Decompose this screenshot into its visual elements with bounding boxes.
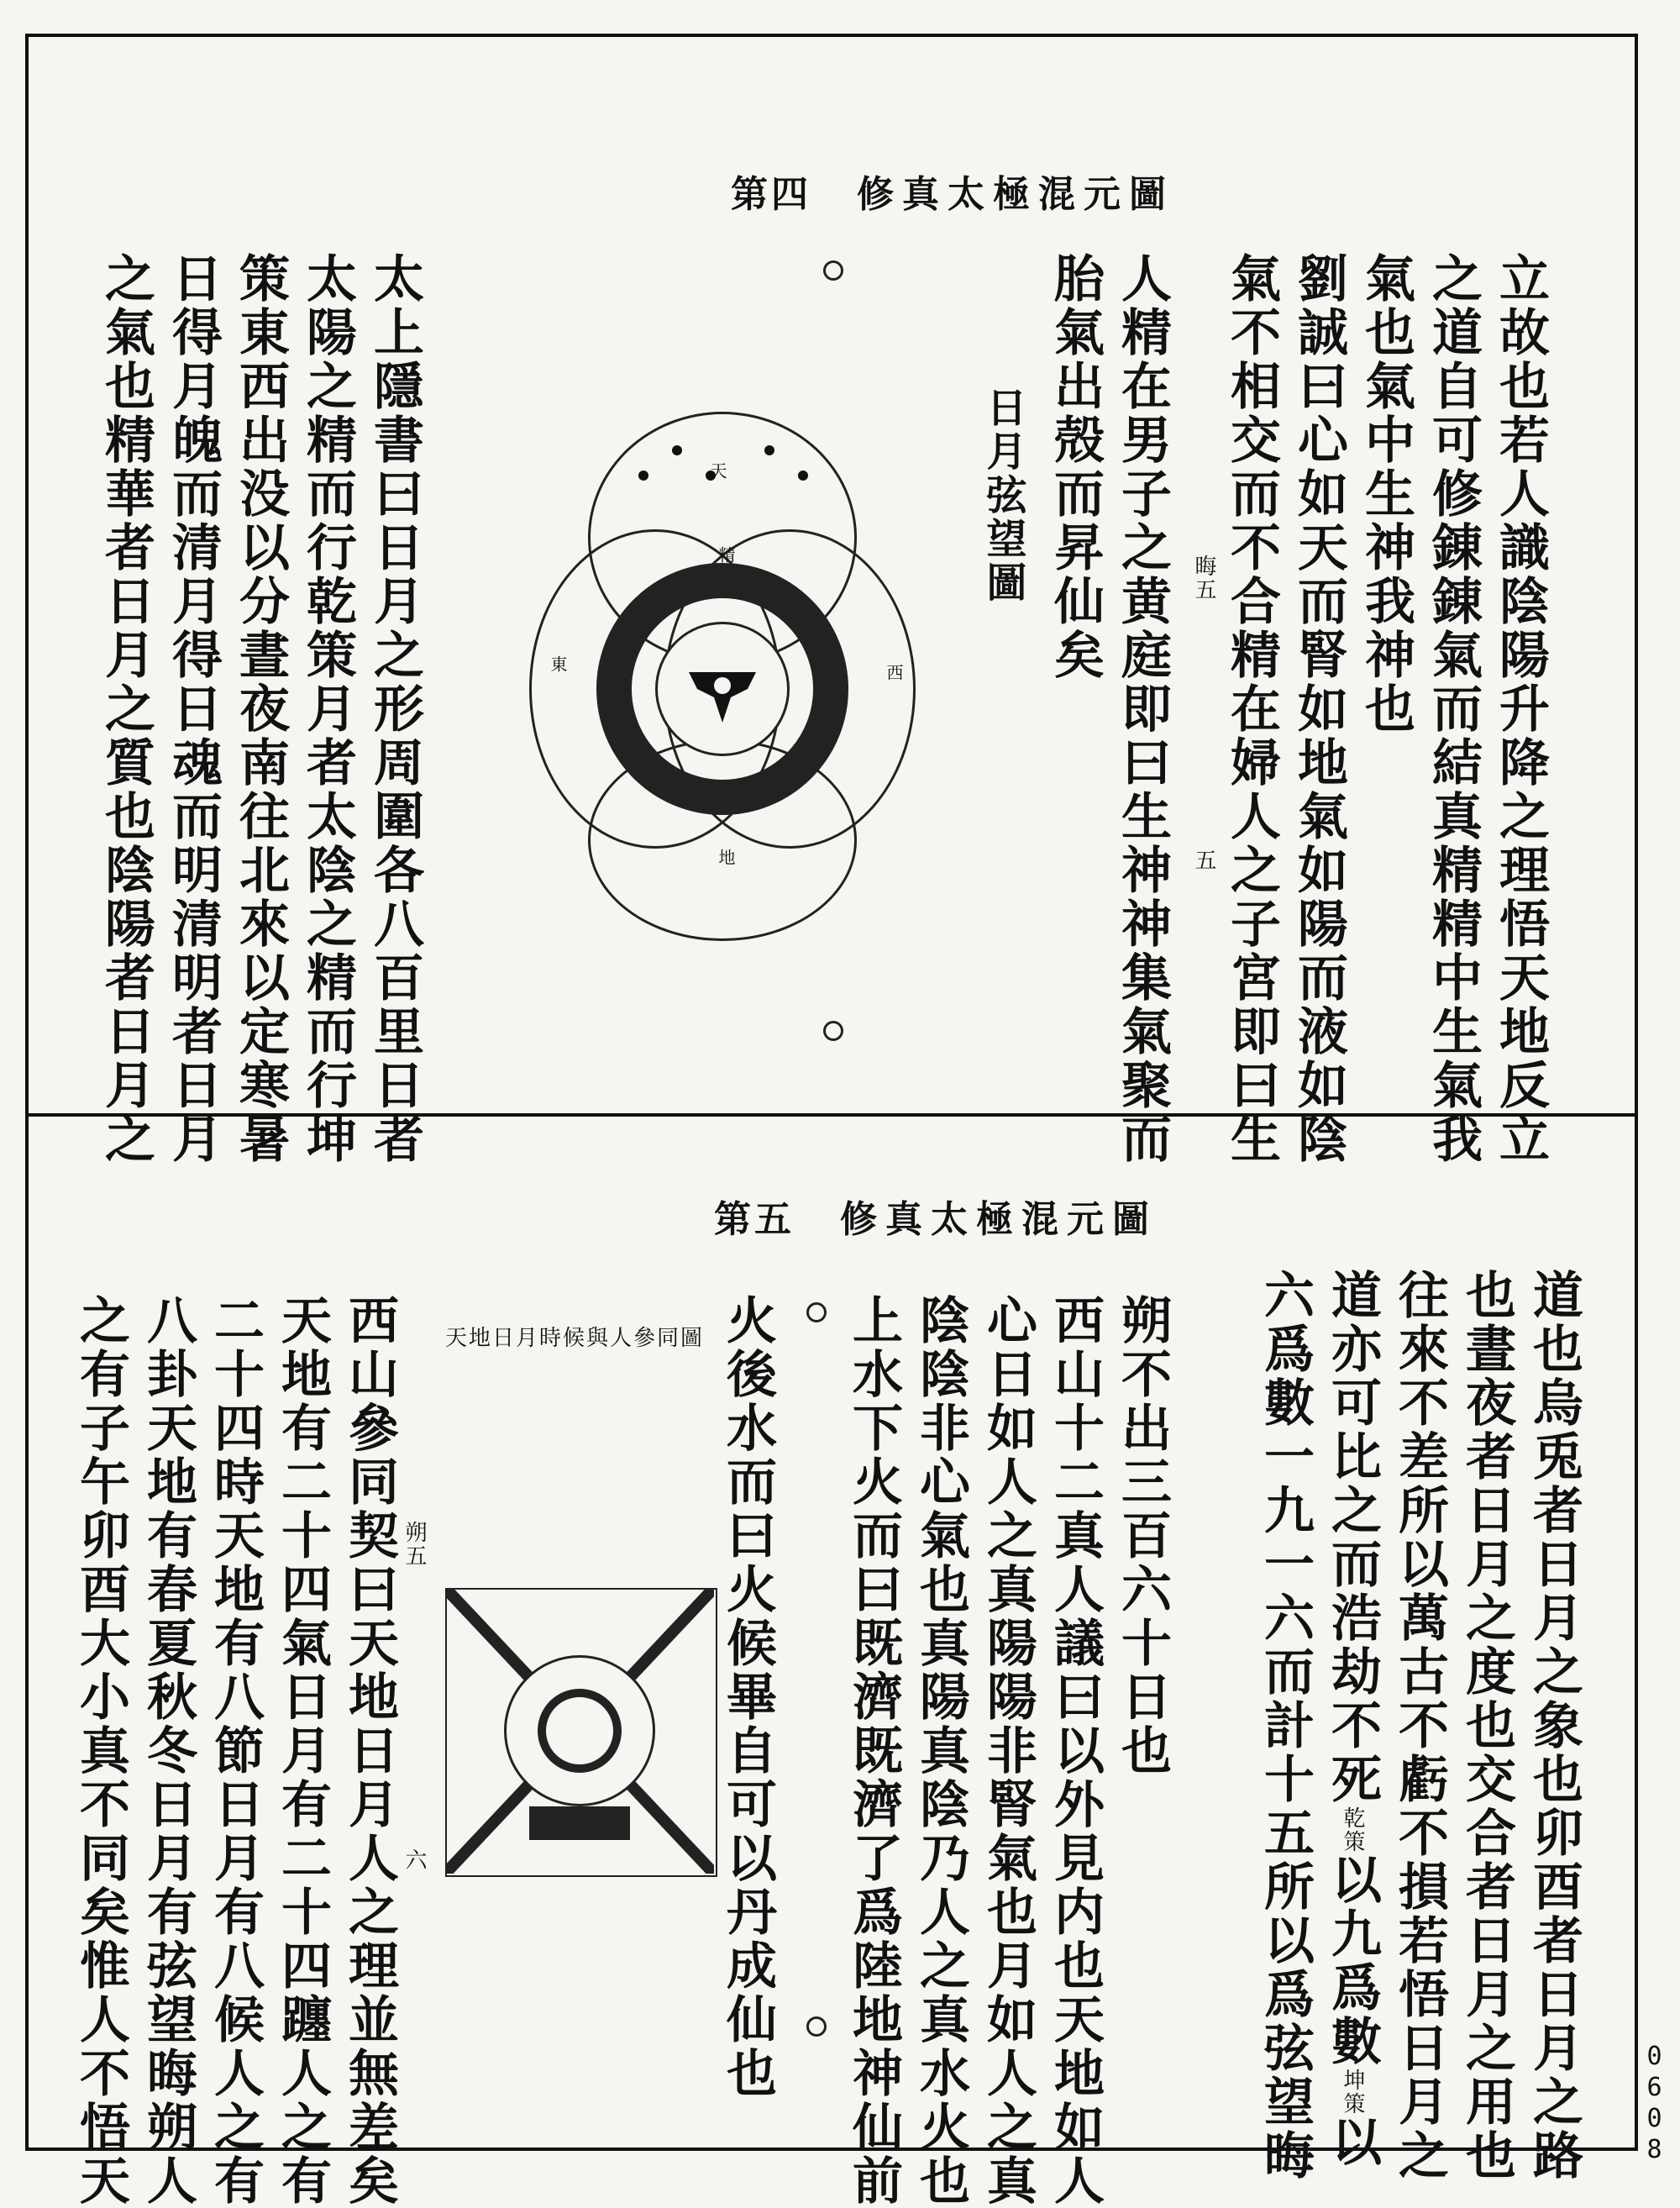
core-yinyang-shape — [672, 639, 773, 739]
label-earth: 地 — [716, 849, 736, 865]
label-east: 東 — [548, 655, 568, 672]
bottom-left-col-3: 二十四時天地有八節日月有八候人之有 — [206, 1294, 265, 2208]
top-side-label-lower: 五 — [1191, 849, 1216, 872]
bottom-mid-col-3: 心日如人之真陽陽非腎氣也月如人之真 — [979, 1294, 1037, 2208]
label-essence: 精 — [716, 546, 736, 563]
marker-circle — [823, 260, 843, 281]
top-left-col-4: 日得月魄而清月得日魂而明清明者日月 — [164, 252, 223, 1166]
bottom-left-col-5: 之有子午卯酉大小真不同矣惟人不悟天 — [71, 1294, 130, 2208]
top-left-col-5: 之氣也精華者日月之質也陰陽者日月之 — [97, 252, 155, 1166]
bottom-mid-col-4: 陰陰非心氣也真陽真陰乃人之真水火也 — [911, 1294, 970, 2208]
top-right-col-4: 劉誠曰心如天而腎如地氣如陽而液如陰 — [1289, 252, 1348, 1166]
bottom-right-col-4: 道亦可比之而浩劫不死乾策以九爲數坤策以 — [1323, 1269, 1382, 2169]
bottom-figure-number: 第五 — [714, 1198, 795, 1241]
label-heaven: 天 — [707, 462, 727, 479]
note-qian: 乾策 — [1340, 1806, 1365, 1853]
bottom-title: 修真太極混元圖 — [840, 1198, 1158, 1241]
top-left-col-1: 太上隱書曰日月之形周圍各八百里日者 — [365, 252, 424, 1166]
star-dot — [638, 471, 648, 481]
bottom-right-col-1: 道也烏兎者日月之象也卯酉者日月之路 — [1525, 1269, 1583, 2183]
top-title: 修真太極混元圖 — [857, 173, 1174, 216]
bottom-right-col-3: 往來不差所以萬古不虧不損若悟日月之 — [1390, 1269, 1449, 2183]
star-dot — [672, 445, 682, 455]
bottom-figure-diagram — [428, 1580, 731, 1899]
star-dot — [798, 471, 808, 481]
bottom-mid-col-5: 上水下火而曰既濟既濟了爲陸地神仙前 — [844, 1294, 903, 2208]
top-left-col-2: 太陽之精而行乾策月者太陰之精而行坤 — [298, 252, 357, 1166]
top-right-col-6: 人精在男子之黄庭即曰生神神集氣聚而 — [1113, 252, 1172, 1166]
top-left-col-3: 策東西出没以分晝夜南往北來以定寒暑 — [231, 252, 290, 1166]
marker-circle — [806, 2016, 827, 2037]
top-figure-caption: 日月弦望圖 — [979, 386, 1026, 605]
bottom-left-col-2: 天地有二十四氣日月有二十四躔人之有 — [273, 1294, 332, 2208]
bottom-mid-col-2: 西山十二真人議曰以外見内也天地如人 — [1046, 1294, 1105, 2208]
top-right-col-2: 之道自可修錬錬氣而結真精精中生氣我 — [1424, 252, 1483, 1166]
inner-circle — [538, 1689, 622, 1773]
bottom-left-col-4: 八卦天地有春夏秋冬日月有弦望晦朔人 — [139, 1294, 197, 2208]
marker-circle — [806, 1302, 827, 1322]
bottom-right-col-5: 六爲數一九一六而計十五所以爲弦望晦 — [1256, 1269, 1315, 2183]
dots-row — [630, 437, 832, 504]
top-right-col-7: 胎氣出殻而昇仙矣 — [1046, 252, 1105, 682]
label-west: 西 — [884, 664, 904, 681]
marker-circle — [823, 1021, 843, 1041]
top-figure-number: 第四 — [731, 173, 811, 216]
page-number: 0608 — [1640, 2042, 1669, 2166]
bottom-mid-col-6: 火後水而曰火候畢自可以丹成仙也 — [718, 1294, 777, 2100]
bottom-right-col-2: 也晝夜者日月之度也交合者日月之用也 — [1457, 1269, 1516, 2183]
bottom-figure-label-bottom: 六 — [402, 1848, 427, 1872]
top-right-col-5: 氣不相交而不合精在婦人之子宮即曰生 — [1222, 252, 1281, 1166]
note-kun: 坤策 — [1340, 2069, 1365, 2116]
top-right-col-1: 立故也若人識陰陽升降之理悟天地反立 — [1491, 252, 1550, 1166]
bottom-figure-caption: 天地日月時候與人參同圖 — [445, 1326, 705, 1351]
top-figure-diagram — [529, 395, 916, 933]
bottom-wedge — [529, 1806, 630, 1840]
star-dot — [764, 445, 774, 455]
bottom-left-col-1: 西山參同契曰天地日月人之理並無差矣 — [340, 1294, 399, 2208]
bottom-figure-label-top: 朔五 — [402, 1521, 427, 1568]
top-right-col-3: 氣也氣中生神我神也 — [1357, 252, 1415, 736]
bottom-mid-col-1: 朔不出三百六十日也 — [1113, 1294, 1172, 1778]
top-side-label-upper: 晦五 — [1191, 555, 1216, 602]
